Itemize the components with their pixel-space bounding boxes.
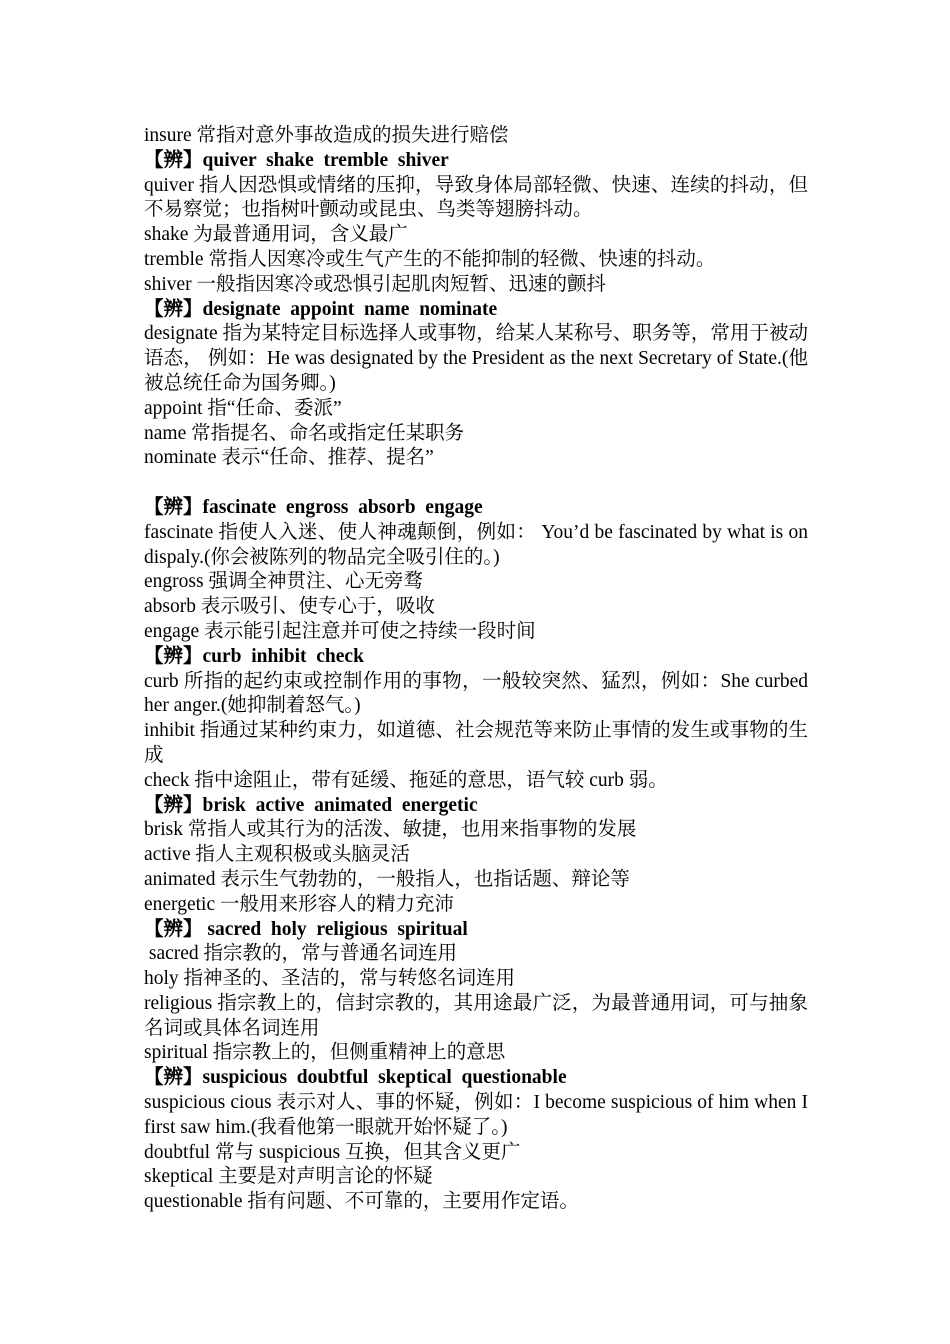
text-line: skeptical 主要是对声明言论的怀疑 (144, 1166, 433, 1188)
text-line: quiver 指人因恐惧或情绪的压抑，导致身体局部轻微、快速、连续的抖动，但不易察觉；也指树叶颤动或昆虫、鸟类等翅膀抖动。 (144, 174, 808, 221)
text-line: religious 指宗教上的，信封宗教的，其用途最广泛，为最普通用词，可与抽象名词或具体名词连用 (144, 992, 808, 1039)
text-line: engage 表示能引起注意并可使之持续一段时间 (144, 620, 536, 642)
text-line: check 指中途阻止，带有延缓、拖延的意思，语气较 curb 弱。 (144, 769, 668, 791)
section-heading: 【辨】 sacred holy religious spiritual (144, 918, 468, 940)
text-line: doubtful 常与 suspicious 互换，但其含义更广 (144, 1141, 521, 1163)
section-heading: 【辨】brisk active animated energetic (144, 794, 478, 816)
text-line: active 指人主观积极或头脑灵活 (144, 844, 410, 866)
document-page (144, 124, 813, 1215)
text-line: inhibit 指通过某种约束力，如道德、社会规范等来防止事情的发生或事物的生成 (144, 720, 808, 766)
section-heading: 【辨】fascinate engross absorb engage (144, 496, 483, 518)
text-line: brisk 常指人或其行为的活泼、敏捷，也用来指事物的发展 (144, 819, 637, 841)
text-line: tremble 常指人因寒冷或生气产生的不能抑制的轻微、快速的抖动。 (144, 248, 716, 270)
text-line: shake 为最普通用词，含义最广 (144, 224, 408, 246)
text-line: insure 常指对意外事故造成的损失进行赔偿 (144, 125, 509, 146)
section-heading: 【辨】curb inhibit check (144, 645, 364, 667)
section-heading: 【辨】suspicious doubtful skeptical questionable (144, 1067, 567, 1089)
text-line: suspicious cious 表示对人、事的怀疑，例如：I become suspicious of him when I first saw him.(我看他第一眼就开始怀疑了。) (144, 1092, 813, 1138)
text-line: sacred 指宗教的，常与普通名词连用 (144, 943, 458, 965)
section-heading: 【辨】designate appoint name nominate (144, 298, 498, 320)
text-line: holy 指神圣的、圣洁的，常与转悠名词连用 (144, 968, 516, 990)
blank-line (144, 471, 808, 496)
text-line: curb 所指的起约束或控制作用的事物，一般较突然、猛烈，例如：She curbed her anger.(她抑制着怒气。) (144, 670, 813, 717)
text-line: questionable 指有问题、不可靠的，主要用作定语。 (144, 1191, 579, 1213)
text-line: animated 表示生气勃勃的，一般指人，也指话题、辩论等 (144, 868, 630, 890)
text-line: absorb 表示吸引、使专心于，吸收 (144, 596, 435, 618)
section-heading: 【辨】quiver shake tremble shiver (144, 149, 449, 171)
text-line: engross 强调全神贯注、心无旁骛 (144, 571, 423, 593)
text-line: spiritual 指宗教上的，但侧重精神上的意思 (144, 1042, 506, 1064)
text-line: energetic 一般用来形容人的精力充沛 (144, 893, 454, 915)
text-line: appoint 指“任命、委派” (144, 397, 342, 419)
text-line: fascinate 指使人入迷、使人神魂颠倒，例如： You’d be fascinated by what is on dispaly.(你会被陈列的物品完全吸引住的。) (144, 521, 813, 568)
text-line: name 常指提名、命名或指定任某职务 (144, 422, 465, 444)
text-line: designate 指为某特定目标选择人或事物，给某人某称号、职务等，常用于被动语态， 例如：He was designated by the President as the next Secretary of State.(他被总统任命为国务卿。) (144, 323, 808, 394)
text-line: nominate 表示“任命、推荐、提名” (144, 447, 434, 469)
text-line: shiver 一般指因寒冷或恐惧引起肌肉短暂、迅速的颤抖 (144, 273, 607, 295)
